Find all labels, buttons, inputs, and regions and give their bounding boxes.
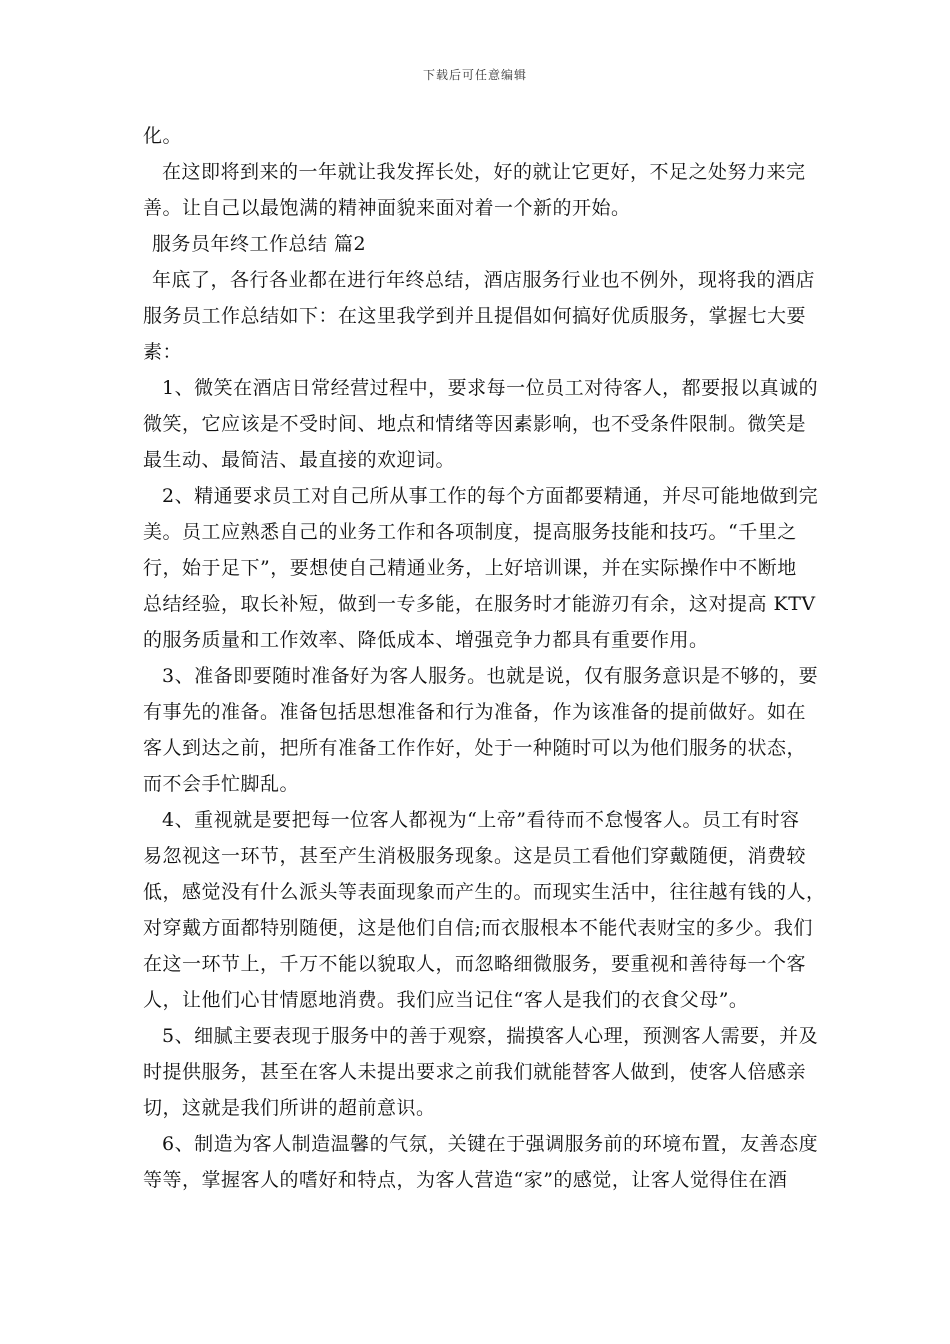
- document-body: [143, 118, 826, 1198]
- text-line: 素：: [143, 341, 183, 363]
- text-line: 行，始于足下”，要想使自己精通业务，上好培训课，并在实际操作中不断地: [143, 557, 797, 579]
- text-line: 5、细腻主要表现于服务中的善于观察，揣摸客人心理，预测客人需要，并及: [162, 1025, 819, 1047]
- text-line: 人，让他们心甘情愿地消费。我们应当记住“客人是我们的衣食父母”。: [143, 989, 749, 1011]
- text-line: 4、重视就是要把每一位客人都视为“上帝”看待而不怠慢客人。员工有时容: [162, 809, 800, 831]
- text-line: 客人到达之前，把所有准备工作作好，处于一种随时可以为他们服务的状态，: [143, 737, 807, 759]
- text-line: 时提供服务，甚至在客人未提出要求之前我们就能替客人做到，使客人倍感亲: [143, 1061, 807, 1083]
- text-line: 最生动、最简洁、最直接的欢迎词。: [143, 449, 456, 471]
- text-line: 等等，掌握客人的嗜好和特点，为客人营造“家”的感觉，让客人觉得住在酒: [143, 1169, 788, 1191]
- text-line: 善。让自己以最饱满的精神面貌来面对着一个新的开始。: [143, 197, 631, 219]
- page-header: 下载后可任意编辑: [422, 68, 527, 82]
- text-line: 的服务质量和工作效率、降低成本、增强竞争力都具有重要作用。: [143, 629, 709, 651]
- text-line: 微笑，它应该是不受时间、地点和情绪等因素影响，也不受条件限制。微笑是: [143, 413, 807, 435]
- text-line: 6、制造为客人制造温馨的气氛，关键在于强调服务前的环境布置，友善态度: [162, 1133, 819, 1155]
- text-line: 2、精通要求员工对自己所从事工作的每个方面都要精通，并尽可能地做到完: [162, 485, 819, 507]
- text-line: 年底了，各行各业都在进行年终总结，酒店服务行业也不例外，现将我的酒店: [152, 269, 816, 291]
- text-line: 对穿戴方面都特别随便，这是他们自信;而衣服根本不能代表财宝的多少。我们: [143, 917, 813, 939]
- text-line: 在这一环节上，千万不能以貌取人，而忽略细微服务，要重视和善待每一个客: [143, 953, 807, 975]
- text-line: 低，感觉没有什么派头等表面现象而产生的。而现实生活中，往往越有钱的人，: [143, 881, 826, 903]
- text-line: 服务员工作总结如下：在这里我学到并且提倡如何搞好优质服务，掌握七大要: [143, 305, 807, 327]
- text-line: 而不会手忙脚乱。: [143, 773, 300, 795]
- text-line: 切，这就是我们所讲的超前意识。: [143, 1097, 436, 1119]
- text-line: 美。员工应熟悉自己的业务工作和各项制度，提高服务技能和技巧。“千里之: [143, 521, 797, 543]
- text-line: 在这即将到来的一年就让我发挥长处，好的就让它更好，不足之处努力来完: [162, 161, 806, 183]
- section-heading: 服务员年终工作总结 篇2: [152, 233, 367, 255]
- text-line: 1、微笑在酒店日常经营过程中，要求每一位员工对待客人，都要报以真诚的: [162, 377, 819, 399]
- text-line: 易忽视这一环节，甚至产生消极服务现象。这是员工看他们穿戴随便，消费较: [143, 845, 807, 867]
- text-line: 3、准备即要随时准备好为客人服务。也就是说，仅有服务意识是不够的，要: [162, 665, 819, 687]
- text-line: 总结经验，取长补短，做到一专多能，在服务时才能游刃有余，这对提高 KTV: [143, 593, 816, 615]
- text-line: 有事先的准备。准备包括思想准备和行为准备，作为该准备的提前做好。如在: [143, 701, 807, 723]
- text-line: 化。: [143, 125, 183, 147]
